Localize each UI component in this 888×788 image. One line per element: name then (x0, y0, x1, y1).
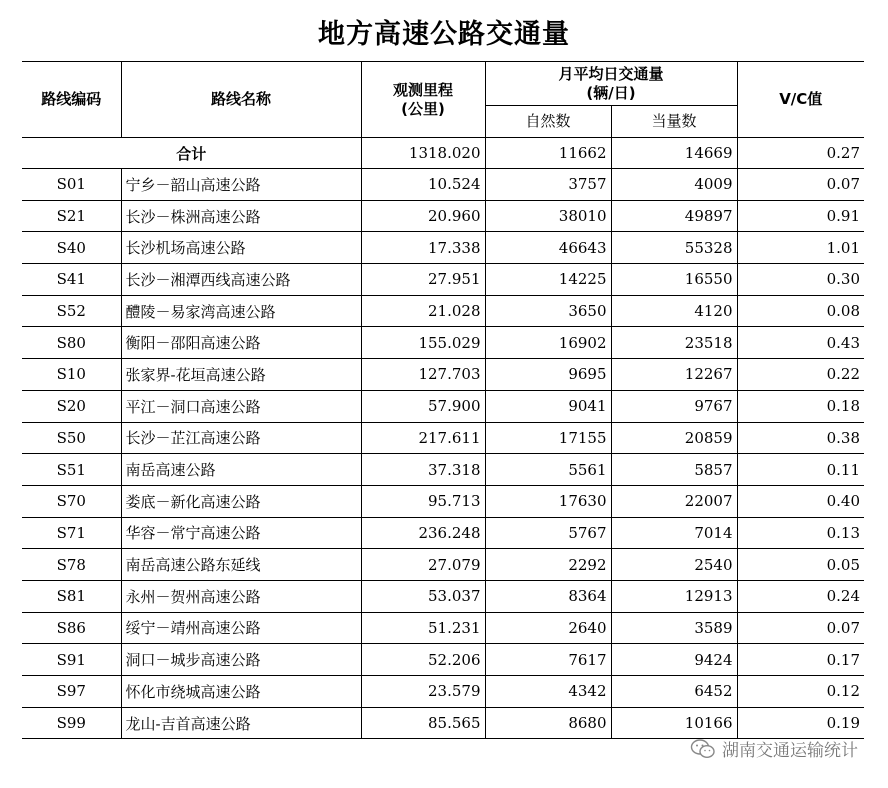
mileage-cell: 95.713 (361, 485, 485, 517)
equivalent-count-cell: 55328 (611, 232, 737, 264)
route-code-cell: S40 (22, 232, 121, 264)
mileage-cell: 21.028 (361, 295, 485, 327)
mileage-cell: 155.029 (361, 327, 485, 359)
vc-ratio-cell: 0.43 (737, 327, 864, 359)
natural-count-cell: 46643 (485, 232, 611, 264)
equivalent-count-cell: 9424 (611, 644, 737, 676)
total-mileage: 1318.020 (361, 138, 485, 169)
equivalent-count-cell: 10166 (611, 707, 737, 739)
equivalent-count-cell: 12913 (611, 580, 737, 612)
natural-count-cell: 16902 (485, 327, 611, 359)
total-row (22, 138, 864, 169)
route-code-cell: S99 (22, 707, 121, 739)
route-code-cell: S86 (22, 612, 121, 644)
vc-ratio-cell: 0.08 (737, 295, 864, 327)
header-vc-ratio: V/C值 (779, 90, 823, 108)
table-row (22, 295, 864, 327)
route-name-cell: 衡阳－邵阳高速公路 (121, 327, 361, 359)
equivalent-count-cell: 12267 (611, 359, 737, 391)
natural-count-cell: 5561 (485, 454, 611, 486)
table-row (22, 580, 864, 612)
route-code-cell: S80 (22, 327, 121, 359)
equivalent-count-cell: 3589 (611, 612, 737, 644)
route-name-cell: 宁乡－韶山高速公路 (121, 169, 361, 201)
route-name-cell: 南岳高速公路东延线 (121, 549, 361, 581)
total-vc: 0.27 (737, 138, 864, 169)
vc-ratio-cell: 0.12 (737, 676, 864, 708)
header-mileage-line1: 观测里程 (392, 80, 453, 99)
mileage-cell: 85.565 (361, 707, 485, 739)
route-name-cell: 平江－洞口高速公路 (121, 390, 361, 422)
table-row (22, 359, 864, 391)
route-code-cell: S01 (22, 169, 121, 201)
mileage-cell: 37.318 (361, 454, 485, 486)
route-code-cell: S70 (22, 485, 121, 517)
traffic-table (22, 61, 864, 739)
route-code-cell: S97 (22, 676, 121, 708)
header-mileage-line2: (公里) (401, 99, 445, 118)
mileage-cell: 51.231 (361, 612, 485, 644)
route-name-cell: 洞口－城步高速公路 (121, 644, 361, 676)
vc-ratio-cell: 0.40 (737, 485, 864, 517)
watermark-text: 湖南交通运输统计 (722, 741, 858, 761)
mileage-cell: 217.611 (361, 422, 485, 454)
mileage-cell: 53.037 (361, 580, 485, 612)
table-row (22, 200, 864, 232)
wechat-icon (690, 738, 716, 760)
vc-ratio-cell: 0.38 (737, 422, 864, 454)
vc-ratio-cell: 0.24 (737, 580, 864, 612)
watermark (690, 736, 858, 761)
vc-ratio-cell: 0.11 (737, 454, 864, 486)
table-row (22, 644, 864, 676)
vc-ratio-cell: 0.07 (737, 169, 864, 201)
vc-ratio-cell: 0.19 (737, 707, 864, 739)
total-label: 合计 (22, 138, 361, 169)
natural-count-cell: 8680 (485, 707, 611, 739)
route-name-cell: 醴陵－易家湾高速公路 (121, 295, 361, 327)
header-mileage (361, 62, 485, 138)
header-traffic-line1: 月平均日交通量 (558, 64, 664, 83)
equivalent-count-cell: 7014 (611, 517, 737, 549)
header-natural-count: 自然数 (485, 106, 611, 138)
route-code-cell: S20 (22, 390, 121, 422)
mileage-cell: 52.206 (361, 644, 485, 676)
vc-ratio-cell: 0.30 (737, 264, 864, 296)
mileage-cell: 236.248 (361, 517, 485, 549)
route-name-cell: 怀化市绕城高速公路 (121, 676, 361, 708)
natural-count-cell: 4342 (485, 676, 611, 708)
mileage-cell: 10.524 (361, 169, 485, 201)
natural-count-cell: 8364 (485, 580, 611, 612)
vc-ratio-cell: 0.18 (737, 390, 864, 422)
header-route-name: 路线名称 (121, 62, 361, 138)
header-traffic-line2: (辆/日) (586, 83, 636, 102)
natural-count-cell: 2640 (485, 612, 611, 644)
vc-ratio-cell: 1.01 (737, 232, 864, 264)
vc-ratio-cell: 0.07 (737, 612, 864, 644)
table-row (22, 264, 864, 296)
equivalent-count-cell: 4009 (611, 169, 737, 201)
header-route-code: 路线编码 (22, 62, 121, 138)
table-row (22, 676, 864, 708)
route-code-cell: S10 (22, 359, 121, 391)
table-row (22, 485, 864, 517)
mileage-cell: 23.579 (361, 676, 485, 708)
natural-count-cell: 5767 (485, 517, 611, 549)
route-name-cell: 长沙机场高速公路 (121, 232, 361, 264)
route-name-cell: 南岳高速公路 (121, 454, 361, 486)
page-title: 地方高速公路交通量 (318, 19, 570, 50)
vc-ratio-cell: 0.91 (737, 200, 864, 232)
equivalent-count-cell: 4120 (611, 295, 737, 327)
total-equivalent: 14669 (611, 138, 737, 169)
vc-ratio-cell: 0.05 (737, 549, 864, 581)
route-name-cell: 永州－贺州高速公路 (121, 580, 361, 612)
route-code-cell: S21 (22, 200, 121, 232)
route-code-cell: S41 (22, 264, 121, 296)
natural-count-cell: 38010 (485, 200, 611, 232)
mileage-cell: 127.703 (361, 359, 485, 391)
route-name-cell: 长沙－湘潭西线高速公路 (121, 264, 361, 296)
route-code-cell: S78 (22, 549, 121, 581)
equivalent-count-cell: 22007 (611, 485, 737, 517)
natural-count-cell: 14225 (485, 264, 611, 296)
natural-count-cell: 3757 (485, 169, 611, 201)
equivalent-count-cell: 16550 (611, 264, 737, 296)
equivalent-count-cell: 23518 (611, 327, 737, 359)
table-row (22, 454, 864, 486)
route-code-cell: S51 (22, 454, 121, 486)
table-row (22, 549, 864, 581)
mileage-cell: 20.960 (361, 200, 485, 232)
vc-ratio-cell: 0.17 (737, 644, 864, 676)
route-name-cell: 长沙－芷江高速公路 (121, 422, 361, 454)
route-name-cell: 娄底－新化高速公路 (121, 485, 361, 517)
equivalent-count-cell: 5857 (611, 454, 737, 486)
table-row (22, 422, 864, 454)
route-name-cell: 绥宁－靖州高速公路 (121, 612, 361, 644)
route-code-cell: S52 (22, 295, 121, 327)
mileage-cell: 57.900 (361, 390, 485, 422)
route-code-cell: S91 (22, 644, 121, 676)
mileage-cell: 27.951 (361, 264, 485, 296)
total-natural: 11662 (485, 138, 611, 169)
route-name-cell: 长沙－株洲高速公路 (121, 200, 361, 232)
equivalent-count-cell: 49897 (611, 200, 737, 232)
natural-count-cell: 17155 (485, 422, 611, 454)
equivalent-count-cell: 20859 (611, 422, 737, 454)
route-name-cell: 张家界-花垣高速公路 (121, 359, 361, 391)
vc-ratio-cell: 0.22 (737, 359, 864, 391)
table-row (22, 232, 864, 264)
table-row (22, 707, 864, 739)
natural-count-cell: 3650 (485, 295, 611, 327)
table-row (22, 390, 864, 422)
route-name-cell: 华容－常宁高速公路 (121, 517, 361, 549)
table-row (22, 327, 864, 359)
route-code-cell: S71 (22, 517, 121, 549)
natural-count-cell: 9041 (485, 390, 611, 422)
table-row (22, 612, 864, 644)
natural-count-cell: 7617 (485, 644, 611, 676)
natural-count-cell: 2292 (485, 549, 611, 581)
route-code-cell: S50 (22, 422, 121, 454)
mileage-cell: 27.079 (361, 549, 485, 581)
header-equivalent-count: 当量数 (611, 106, 737, 138)
header-daily-traffic (485, 62, 737, 106)
route-name-cell: 龙山-吉首高速公路 (121, 707, 361, 739)
route-code-cell: S81 (22, 580, 121, 612)
equivalent-count-cell: 2540 (611, 549, 737, 581)
equivalent-count-cell: 6452 (611, 676, 737, 708)
equivalent-count-cell: 9767 (611, 390, 737, 422)
table-row (22, 169, 864, 201)
natural-count-cell: 17630 (485, 485, 611, 517)
mileage-cell: 17.338 (361, 232, 485, 264)
natural-count-cell: 9695 (485, 359, 611, 391)
table-row (22, 517, 864, 549)
vc-ratio-cell: 0.13 (737, 517, 864, 549)
